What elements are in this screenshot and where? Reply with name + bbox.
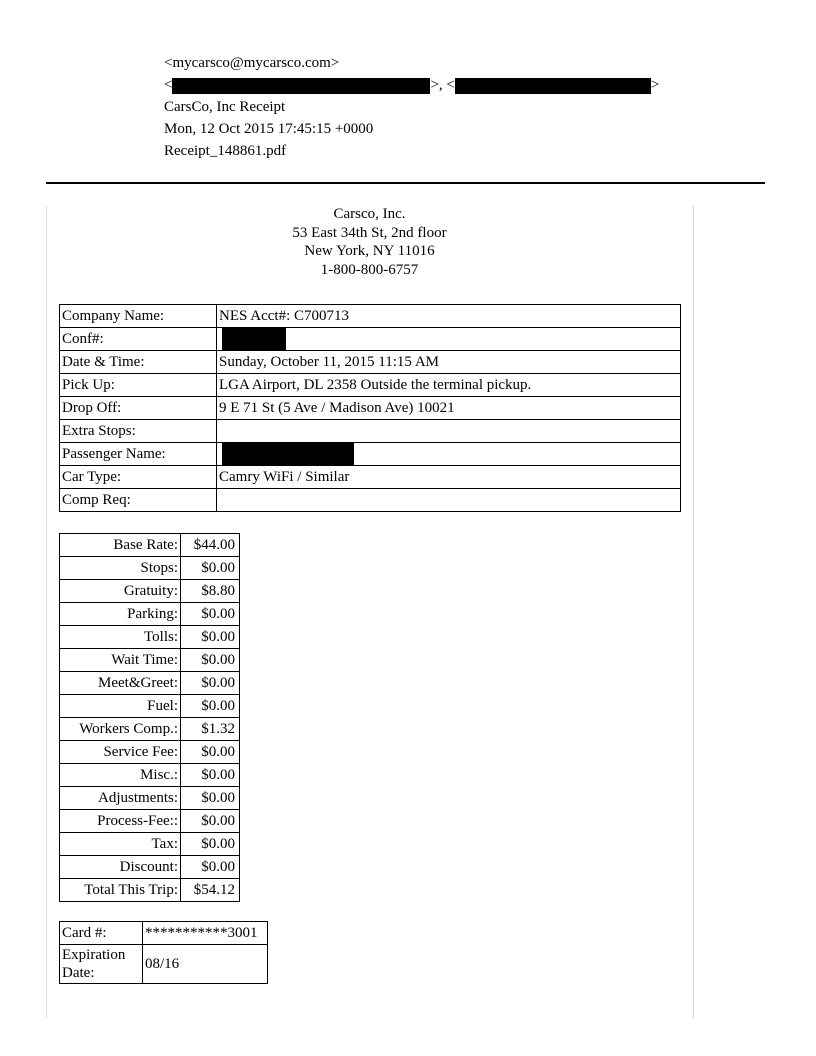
expiration-label-line2: Date: (62, 965, 95, 981)
trip-info-row (60, 420, 681, 443)
trip-info-table (59, 304, 681, 512)
redaction-block (222, 328, 286, 350)
charge-row (60, 580, 240, 603)
charge-row (60, 856, 240, 879)
header-divider (46, 182, 765, 184)
trip-info-label: Passenger Name: (60, 443, 217, 466)
redaction-block (172, 78, 430, 94)
charge-row (60, 626, 240, 649)
trip-info-row (60, 328, 681, 351)
company-address-line2: New York, NY 11016 (304, 243, 435, 259)
charge-label: Wait Time: (60, 649, 181, 672)
charge-value: $0.00 (181, 856, 240, 879)
charge-label: Meet&Greet: (60, 672, 181, 695)
trip-info-label: Drop Off: (60, 397, 217, 420)
charge-label: Misc.: (60, 764, 181, 787)
charge-row (60, 649, 240, 672)
charges-table (59, 533, 240, 902)
charge-row (60, 557, 240, 580)
charge-row (60, 534, 240, 557)
charge-value: $0.00 (181, 787, 240, 810)
charge-row (60, 603, 240, 626)
charge-value: $0.00 (181, 833, 240, 856)
charge-label: Total This Trip: (60, 879, 181, 902)
charge-value: $0.00 (181, 603, 240, 626)
card-table (59, 921, 268, 984)
subject-value: CarsCo, Inc Receipt (164, 99, 286, 115)
charge-value: $0.00 (181, 626, 240, 649)
charge-row (60, 787, 240, 810)
trip-info-label: Conf#: (60, 328, 217, 351)
charge-value: $8.80 (181, 580, 240, 603)
trip-info-row (60, 466, 681, 489)
to-close-bracket: > (650, 77, 660, 93)
charge-row (60, 672, 240, 695)
charge-value: $0.00 (181, 649, 240, 672)
charge-label: Tolls: (60, 626, 181, 649)
trip-info-value: LGA Airport, DL 2358 Outside the terminal pickup. (217, 374, 681, 397)
card-number-value: ***********3001 (143, 922, 268, 945)
charge-row (60, 879, 240, 902)
trip-info-row (60, 374, 681, 397)
charge-value: $0.00 (181, 557, 240, 580)
expiration-label (60, 945, 143, 984)
trip-info-label: Company Name: (60, 305, 217, 328)
charge-label: Workers Comp.: (60, 718, 181, 741)
charge-label: Gratuity: (60, 580, 181, 603)
from-value[interactable]: <mycarsco@mycarsco.com> (164, 55, 340, 71)
charge-value: $0.00 (181, 764, 240, 787)
card-number-label: Card #: (60, 922, 143, 945)
charge-label: Discount: (60, 856, 181, 879)
charge-row (60, 718, 240, 741)
trip-info-label: Date & Time: (60, 351, 217, 374)
expiration-value: 08/16 (143, 945, 268, 984)
charge-row (60, 695, 240, 718)
expiration-label-line1: Expiration (62, 947, 126, 963)
charge-row (60, 833, 240, 856)
trip-info-label: Car Type: (60, 466, 217, 489)
charge-value: $1.32 (181, 718, 240, 741)
redaction-block (455, 78, 651, 94)
charge-row (60, 764, 240, 787)
trip-info-row (60, 397, 681, 420)
trip-info-value (217, 443, 681, 466)
charge-value: $0.00 (181, 810, 240, 833)
to-open-bracket: < (164, 77, 173, 93)
to-value[interactable] (164, 74, 659, 96)
trip-info-row (60, 305, 681, 328)
charge-label: Base Rate: (60, 534, 181, 557)
card-number-row (60, 922, 268, 945)
receipt-frame-left (46, 206, 47, 1018)
to-separator: >, < (430, 77, 455, 93)
charge-label: Stops: (60, 557, 181, 580)
redaction-block (222, 443, 354, 465)
charge-row (60, 810, 240, 833)
trip-info-label: Extra Stops: (60, 420, 217, 443)
company-phone: 1-800-800-6757 (320, 261, 419, 278)
charge-value: $54.12 (181, 879, 240, 902)
trip-info-label: Comp Req: (60, 489, 217, 512)
charge-value: $0.00 (181, 672, 240, 695)
trip-info-value (217, 489, 681, 512)
charge-label: Service Fee: (60, 741, 181, 764)
trip-info-value: Camry WiFi / Similar (217, 466, 681, 489)
charge-row (60, 741, 240, 764)
receipt-frame-right (693, 206, 694, 1018)
trip-info-label: Pick Up: (60, 374, 217, 397)
charge-label: Parking: (60, 603, 181, 626)
charge-value: $0.00 (181, 695, 240, 718)
trip-info-value (217, 420, 681, 443)
charge-label: Process-Fee:: (60, 810, 181, 833)
trip-info-value: 9 E 71 St (5 Ave / Madison Ave) 10021 (217, 397, 681, 420)
company-name: Carsco, Inc. (333, 206, 406, 222)
company-block (46, 205, 693, 279)
expiration-row (60, 945, 268, 984)
trip-info-value (217, 328, 681, 351)
trip-info-value: NES Acct#: C700713 (217, 305, 681, 328)
attachment-link[interactable]: Receipt_148861.pdf (164, 143, 287, 159)
charge-label: Fuel: (60, 695, 181, 718)
charge-label: Adjustments: (60, 787, 181, 810)
trip-info-row (60, 489, 681, 512)
trip-info-value: Sunday, October 11, 2015 11:15 AM (217, 351, 681, 374)
trip-info-row (60, 443, 681, 466)
date-value: Mon, 12 Oct 2015 17:45:15 +0000 (164, 121, 374, 137)
charge-value: $0.00 (181, 741, 240, 764)
company-address-line1: 53 East 34th St, 2nd floor (292, 224, 447, 241)
trip-info-row (60, 351, 681, 374)
charge-label: Tax: (60, 833, 181, 856)
charge-value: $44.00 (181, 534, 240, 557)
